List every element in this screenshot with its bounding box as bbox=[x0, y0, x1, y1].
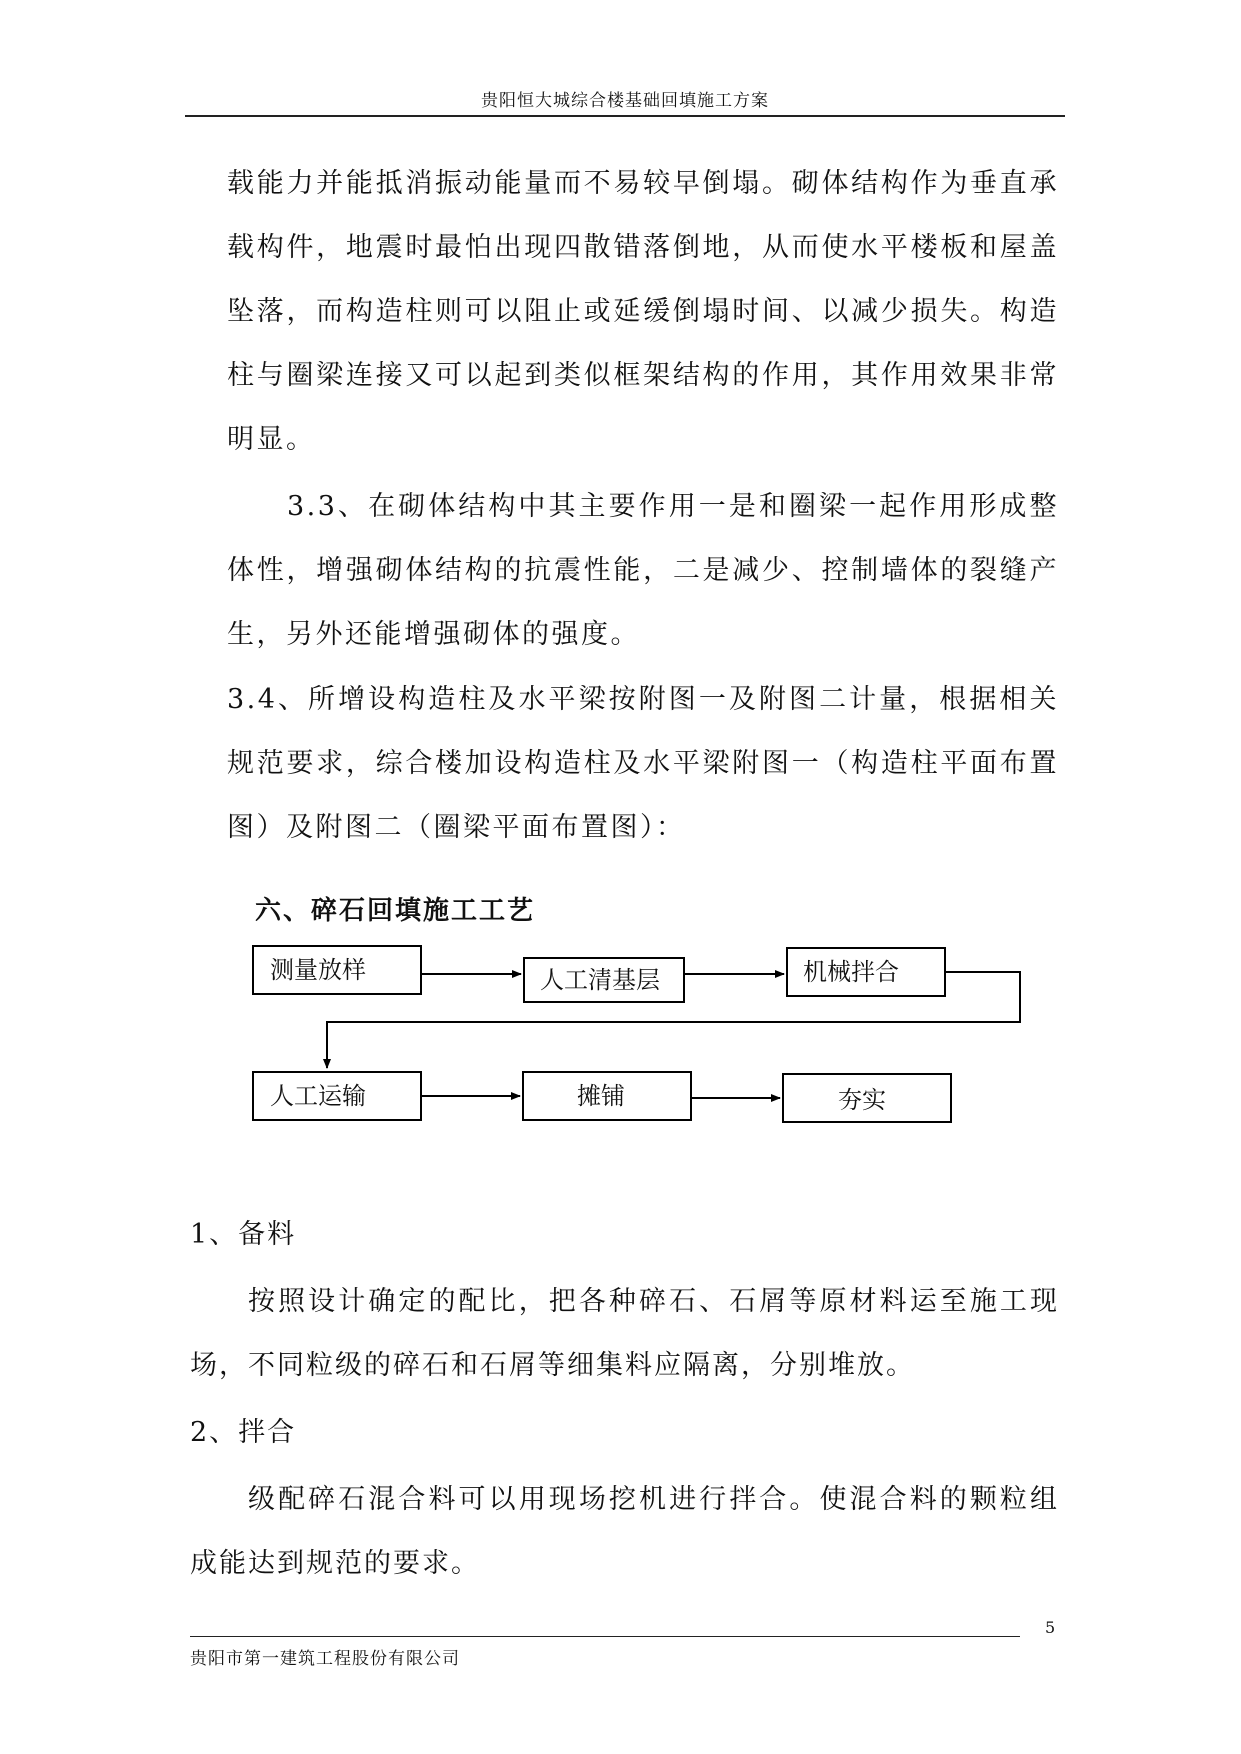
subsection-heading-materials: 1、备料 bbox=[190, 1219, 297, 1250]
subsection-text-mixing: 级配碎石混合料可以用现场挖机进行拌合。使混合料的颗粒组成能达到规范的要求。 bbox=[190, 1484, 1059, 1579]
footer-divider bbox=[190, 1636, 1020, 1637]
flow-text-compaction: 夯实 bbox=[838, 1086, 886, 1114]
paragraph-3-3: 3.3、在砌体结构中其主要作用一是和圈梁一起作用形成整体性，增强砌体结构的抗震性能，二是减少、控制墙体的裂缝产生，另外还能增强砌体的强度。 bbox=[227, 491, 1059, 650]
flow-text-mechanical-mixing: 机械拌合 bbox=[803, 958, 899, 986]
flow-text-spreading: 摊铺 bbox=[577, 1082, 625, 1110]
subsection-heading-mixing: 2、拌合 bbox=[190, 1417, 297, 1448]
flow-text-manual-base-clearing: 人工清基层 bbox=[540, 966, 660, 994]
flow-text-survey-setout: 测量放样 bbox=[270, 956, 366, 984]
subsection-text-materials: 按照设计确定的配比，把各种碎石、石屑等原材料运至施工现场，不同粒级的碎石和石屑等细集料应隔离，分别堆放。 bbox=[190, 1286, 1059, 1381]
footer-company: 贵阳市第一建筑工程股份有限公司 bbox=[190, 1649, 460, 1669]
flow-text-manual-transport: 人工运输 bbox=[270, 1082, 366, 1110]
section-title-gravel-backfill: 六、碎石回填施工工艺 bbox=[255, 896, 536, 926]
paragraph-3-4: 3.4、所增设构造柱及水平梁按附图一及附图二计量，根据相关规范要求，综合楼加设构造柱及水平梁附图一（构造柱平面布置图）及附图二（圈梁平面布置图）： bbox=[227, 684, 1059, 843]
page-number: 5 bbox=[1045, 1618, 1056, 1637]
page-header-title: 贵阳恒大城综合楼基础回填施工方案 bbox=[481, 91, 769, 111]
paragraph-structural-role: 载能力并能抵消振动能量而不易较早倒塌。砌体结构作为垂直承载构件，地震时最怕出现四散错落倒地，从而使水平楼板和屋盖坠落，而构造柱则可以阻止或延缓倒塌时间、以减少损失。构造柱与圈梁连接又可以起到类似框架结构的作用，其作用效果非常明显。 bbox=[227, 168, 1059, 455]
